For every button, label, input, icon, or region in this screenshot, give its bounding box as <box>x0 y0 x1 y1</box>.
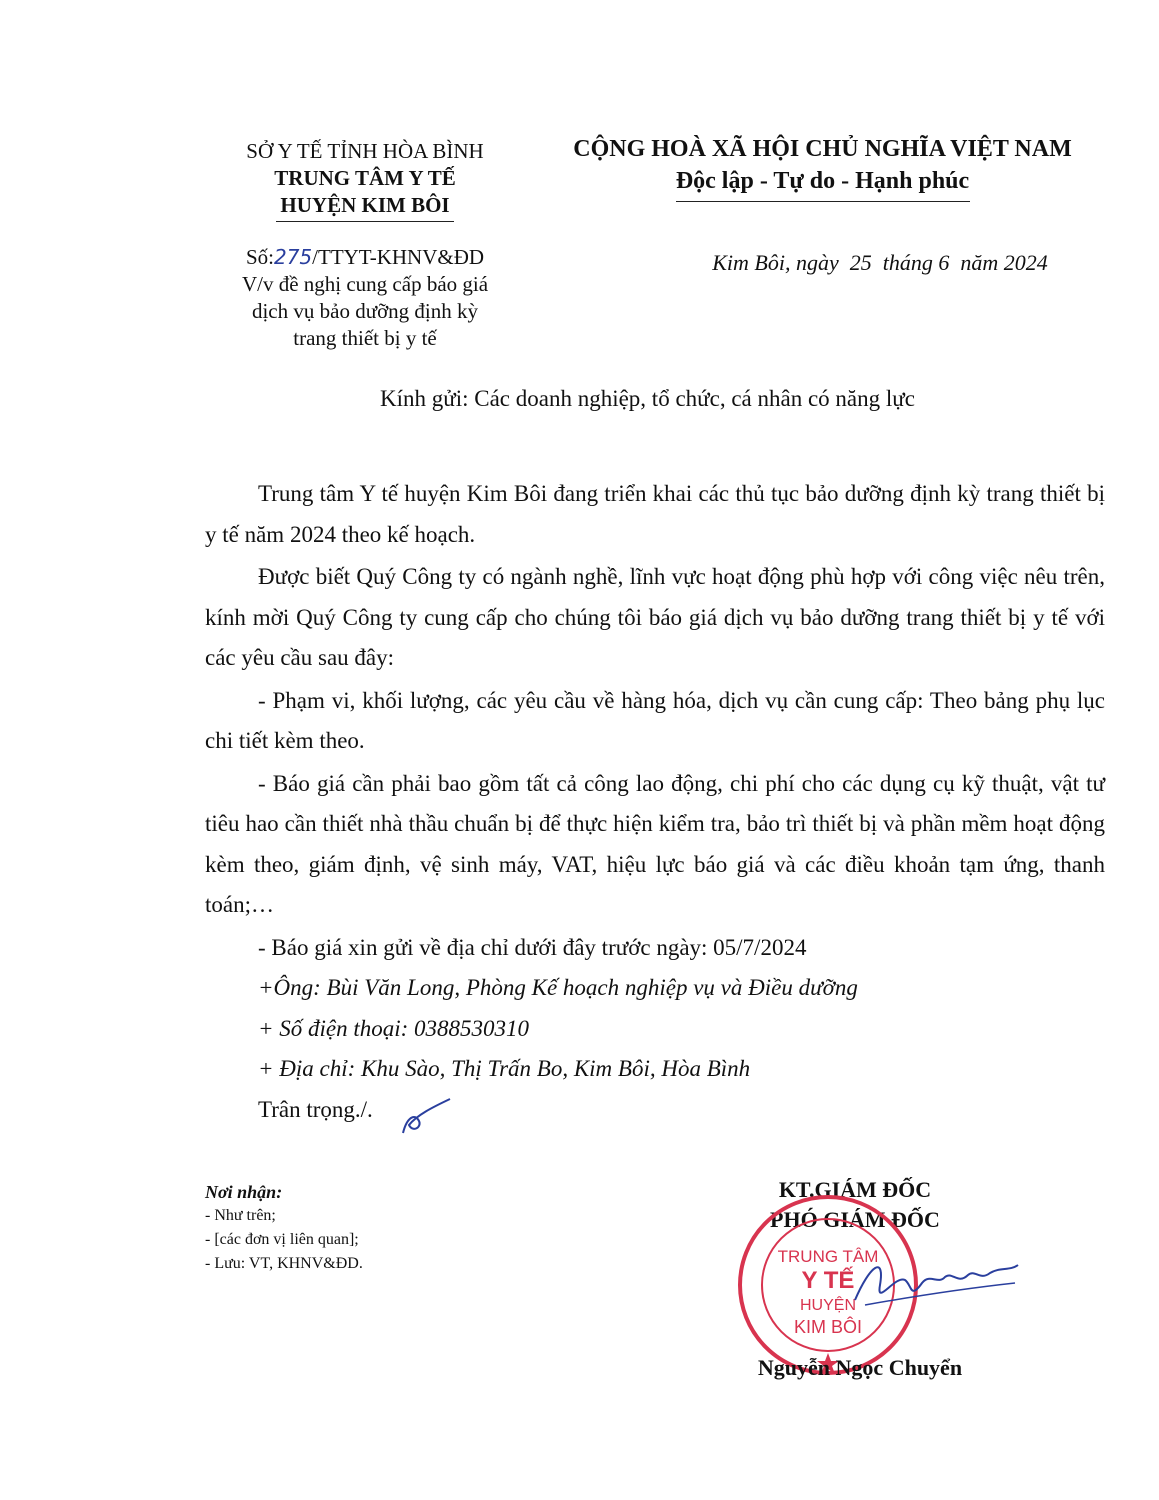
subject-line2: dịch vụ bảo dưỡng định kỳ <box>251 299 479 323</box>
department-name: SỞ Y TẾ TỈNH HÒA BÌNH <box>246 139 484 163</box>
contact-phone: + Số điện thoại: 0388530310 <box>258 1015 530 1041</box>
body-paragraph-1: Trung tâm Y tế huyện Kim Bôi đang triển khai các thủ tục bảo dưỡng định kỳ trang thiết bị y tế năm 2024 theo kế hoạch. <box>205 481 1105 547</box>
org-name-line2: HUYỆN KIM BÔI <box>280 193 450 217</box>
subject-line1: V/v đề nghị cung cấp báo giá <box>241 272 489 296</box>
recipients-block <box>205 1180 565 1276</box>
letter-body <box>205 474 1105 1130</box>
requirement-item-3: - Báo giá xin gửi về địa chỉ dưới đây trước ngày: 05/7/2024 <box>258 934 807 960</box>
signature-title-line2: PHÓ GIÁM ĐỐC <box>770 1207 940 1232</box>
contact-name: +Ông: Bùi Văn Long, Phòng Kế hoạch nghiệp vụ và Điều dưỡng <box>258 975 858 1000</box>
national-motto: Độc lập - Tự do - Hạnh phúc <box>675 168 970 194</box>
recipient-item: - [các đơn vị liên quan]; <box>205 1231 359 1248</box>
contact-address: + Địa chỉ: Khu Sào, Thị Trấn Bo, Kim Bôi, Hòa Bình <box>258 1056 751 1081</box>
document-number-handwritten: 275 <box>273 245 313 269</box>
addressee: Kính gửi: Các doanh nghiệp, tổ chức, cá nhân có năng lực <box>380 386 915 411</box>
stamp-text-line2: Y TẾ <box>801 1267 855 1294</box>
requirement-item-2: - Báo giá cần phải bao gồm tất cả công lao động, chi phí cho các dụng cụ kỹ thuật, vật tư tiêu hao cần thiết nhà thầu chuẩn bị để thực hiện kiểm tra, bảo trì thiết bị và phần mềm hoạt động kèm theo, giám định, vệ sinh máy, VAT, hiệu lực báo giá và các điều khoản tạm ứng, thanh toán;… <box>205 770 1105 917</box>
motto-underline <box>676 201 970 202</box>
issuing-agency <box>200 138 530 219</box>
requirement-item-1: - Phạm vi, khối lượng, các yêu cầu về hàng hóa, dịch vụ cần cung cấp: Theo bảng phụ lục chi tiết kèm theo. <box>205 687 1105 753</box>
org-name-line1: TRUNG TÂM Y TẾ <box>274 166 456 190</box>
stamp-text-line3: HUYỆN <box>799 1297 857 1314</box>
signer-name: Nguyễn Ngọc Chuyển <box>757 1355 963 1380</box>
subject-line3: trang thiết bị y tế <box>293 326 437 350</box>
recipients-title: Nơi nhận: <box>205 1182 283 1202</box>
document-number <box>200 244 530 271</box>
stamp-text-line1: TRUNG TÂM <box>777 1247 879 1266</box>
agency-underline <box>276 221 454 222</box>
recipient-item: - Như trên; <box>205 1207 276 1224</box>
recipient-item: - Lưu: VT, KHNV&ĐD. <box>205 1255 363 1272</box>
nation-title: CỘNG HOÀ XÃ HỘI CHỦ NGHĨA VIỆT NAM <box>573 136 1072 162</box>
document-number-prefix: Số: <box>245 245 274 269</box>
place-date: Kim Bôi, ngày 25 tháng 6 năm 2024 <box>712 250 1048 275</box>
closing-phrase: Trân trọng./. <box>258 1096 373 1122</box>
handwritten-initial-icon <box>395 1095 455 1140</box>
document-number-suffix: /TTYT-KHNV&ĐD <box>312 245 485 269</box>
body-paragraph-2: Được biết Quý Công ty có ngành nghề, lĩnh vực hoạt động phù hợp với công việc nêu trên, kính mời Quý Công ty cung cấp cho chúng tôi báo giá dịch vụ bảo dưỡng trang thiết bị y tế với các yêu cầu sau đây: <box>205 564 1105 670</box>
handwritten-signature-icon <box>850 1245 1020 1325</box>
stamp-text-line4: KIM BÔI <box>793 1317 863 1337</box>
signature-title-line1: KT.GIÁM ĐỐC <box>778 1177 932 1202</box>
document-reference <box>200 244 530 352</box>
national-header <box>545 133 1100 197</box>
